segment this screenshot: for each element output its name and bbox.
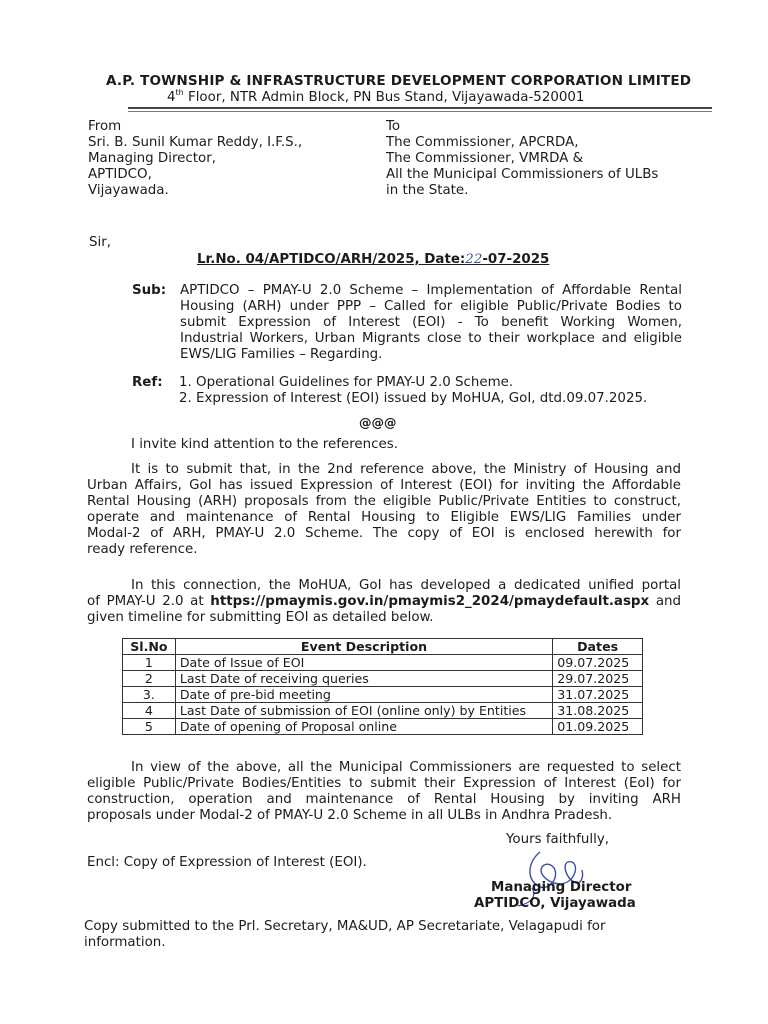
organization-name: A.P. TOWNSHIP & INFRASTRUCTURE DEVELOPMENT CORPORATION LIMITED xyxy=(106,73,692,89)
copy-to-note: Copy submitted to the Prl. Secretary, MA&UD, AP Secretariate, Velagapudi for information. xyxy=(84,919,606,950)
header-rule-thick xyxy=(128,107,712,109)
paragraph-intro: I invite kind attention to the references. xyxy=(131,437,398,452)
to-line: in the State. xyxy=(386,183,469,198)
signatory-title: Managing Director xyxy=(491,880,632,895)
portal-url: https://pmaymis.gov.in/pmaymis2_2024/pmaydefault.aspx xyxy=(210,594,650,609)
to-line: The Commissioner, VMRDA & xyxy=(386,151,584,166)
subject-text xyxy=(180,283,682,363)
eoi-timeline-table xyxy=(122,638,643,735)
paragraph-request: In view of the above, all the Municipal Commissioners are requested to select eligible Public/Private Bodies/Entities to submit their Expression of Interest (EoI) for construction, operation and maintenance of Rental Housing by inviting ARH proposals under Modal-2 of PMAY-U 2.0 Scheme in all ULBs in Andhra Pradesh. xyxy=(87,760,681,823)
to-line: All the Municipal Commissioners of ULBs xyxy=(386,167,659,182)
to-line: To xyxy=(386,119,401,134)
table-row: 4 Last Date of submission of EOI (online only) by Entities 31.08.2025 xyxy=(123,703,643,719)
organization-address: 4th Floor, NTR Admin Block, PN Bus Stand, Vijayawada-520001 xyxy=(167,88,585,105)
to-block xyxy=(386,119,658,199)
reference-item: 2. Expression of Interest (EOI) issued by MoHUA, GoI, dtd.09.07.2025. xyxy=(179,391,648,406)
table-row: 5 Date of opening of Proposal online 01.09.2025 xyxy=(123,719,643,735)
subject-line: submit Expression of Interest (EOI) - To benefit Working Women, xyxy=(180,315,682,330)
letter-reference-number: Lr.No. 04/APTIDCO/ARH/2025, Date:22-07-2025 xyxy=(197,252,550,267)
references-label: Ref: xyxy=(132,375,163,390)
paragraph-portal: In this connection, the MoHUA, GoI has developed a dedicated unified portal of PMAY-U 2.0 at https://pmaymis.gov.in/pmaymis2_2024/pmaydefault.aspx and given timeline for submitting EOI as detailed below. xyxy=(87,578,682,625)
subject-line: EWS/LIG Families – Regarding. xyxy=(180,347,383,362)
subject-line: Industrial Workers, Urban Migrants close to their workplace and eligible xyxy=(180,331,682,346)
table-row: 2 Last Date of receiving queries 29.07.2025 xyxy=(123,671,643,687)
from-line: Vijayawada. xyxy=(88,183,169,198)
subject-line: APTIDCO – PMAY-U 2.0 Scheme – Implementation of Affordable Rental xyxy=(180,283,682,298)
from-line: Sri. B. Sunil Kumar Reddy, I.F.S., xyxy=(88,135,303,150)
subject-line: Housing (ARH) under PPP – Called for eligible Public/Private Bodies to xyxy=(180,299,682,314)
enclosure-note: Encl: Copy of Expression of Interest (EOI). xyxy=(87,855,367,870)
reference-item: 1. Operational Guidelines for PMAY-U 2.0 Scheme. xyxy=(179,375,514,390)
column-header: Event Description xyxy=(175,639,552,655)
section-separator: @@@ xyxy=(359,415,397,430)
from-line: Managing Director, xyxy=(88,151,216,166)
column-header: Sl.No xyxy=(123,639,176,655)
header-rule-thin xyxy=(128,111,712,112)
salutation: Sir, xyxy=(89,235,111,250)
table-row: 3. Date of pre-bid meeting 31.07.2025 xyxy=(123,687,643,703)
column-header: Dates xyxy=(553,639,643,655)
paragraph-eoi-details: It is to submit that, in the 2nd reference above, the Ministry of Housing and Urban Affairs, GoI has issued Expression of Interest (EOI) for inviting the Affordable Rental Housing (ARH) proposals from the eligible Public/Private Entities to construct, operate and maintenance of Rental Housing to Eligible EWS/LIG Families under Modal-2 of ARH, PMAY-U 2.0 Scheme. The copy of EOI is enclosed herewith for ready reference. xyxy=(87,462,681,557)
from-line: APTIDCO, xyxy=(88,167,152,182)
from-block xyxy=(88,119,302,199)
handwritten-date: 22 xyxy=(465,252,483,267)
from-line: From xyxy=(88,119,122,134)
references-list xyxy=(179,375,647,407)
table-row: 1 Date of Issue of EOI 09.07.2025 xyxy=(123,655,643,671)
signatory-organization: APTIDCO, Vijayawada xyxy=(474,896,636,911)
closing-phrase: Yours faithfully, xyxy=(506,832,610,847)
to-line: The Commissioner, APCRDA, xyxy=(386,135,579,150)
table-header-row xyxy=(123,639,643,655)
subject-label: Sub: xyxy=(132,283,167,298)
